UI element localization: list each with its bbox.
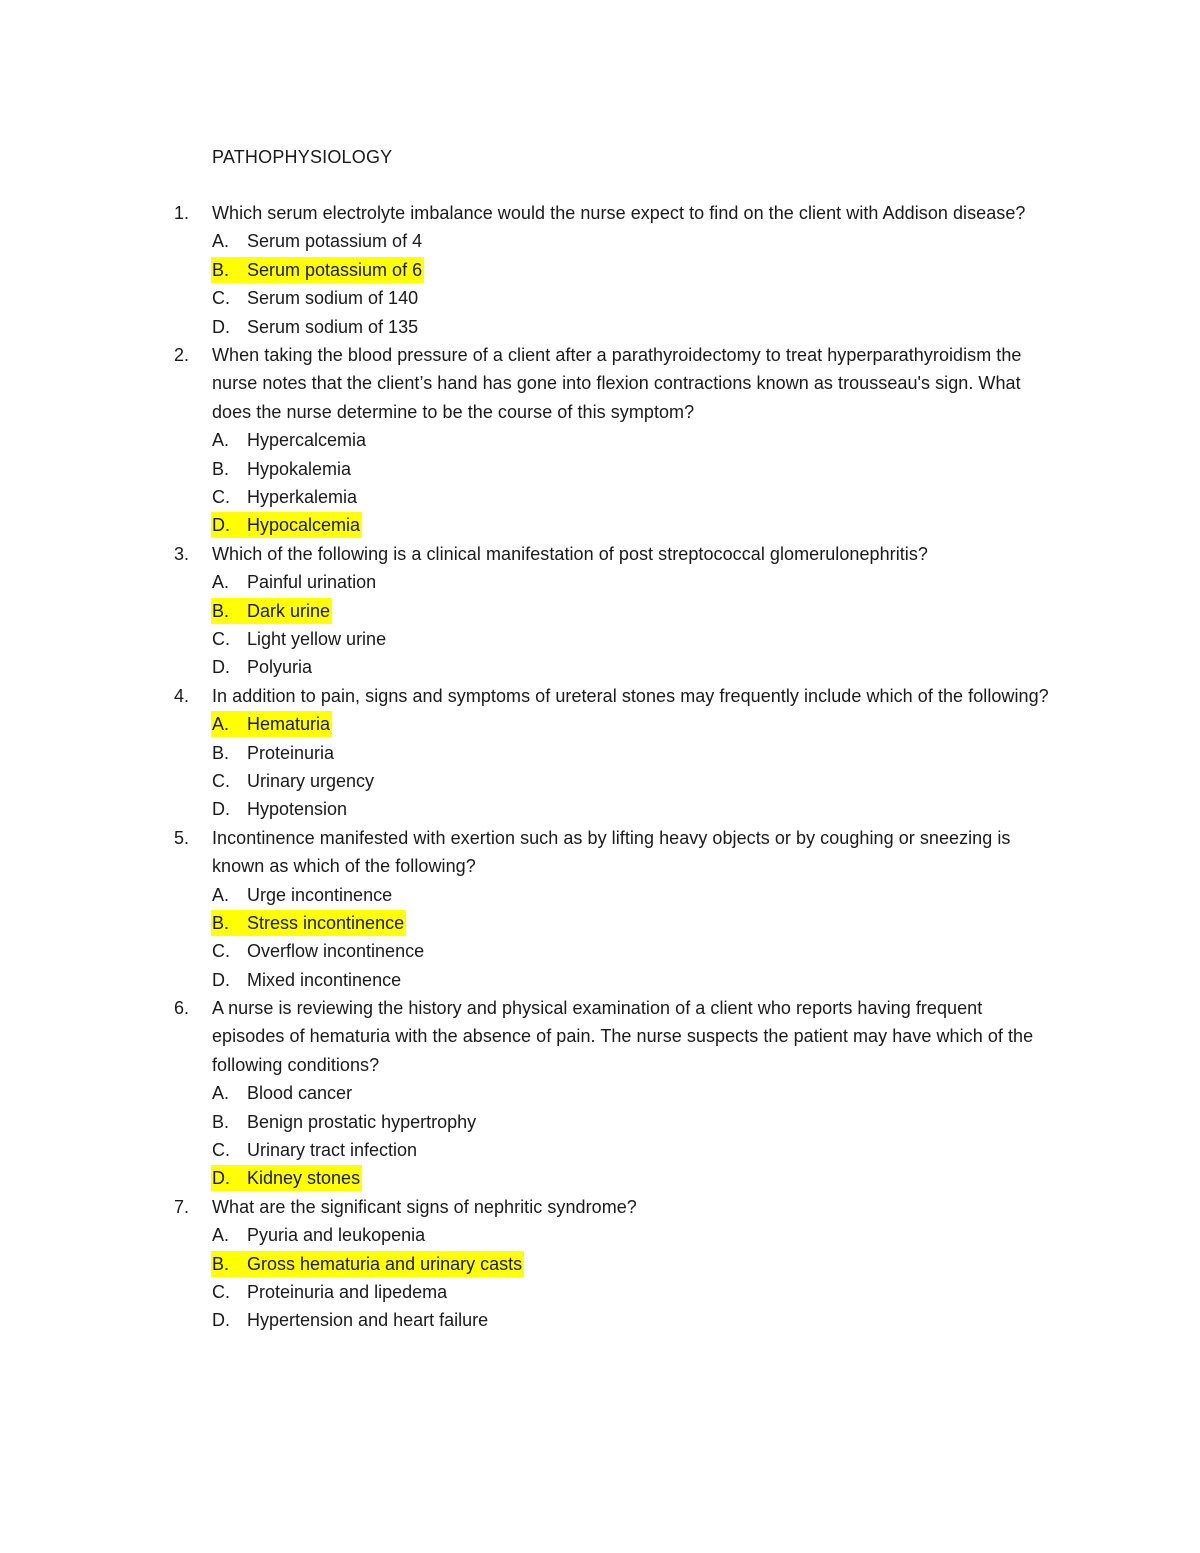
option-text: Gross hematuria and urinary casts [247,1253,523,1274]
option-letter: D. [212,316,230,337]
option-text: Kidney stones [247,1168,361,1189]
answer-option [0,1250,1200,1278]
option-letter: C. [212,770,230,791]
answer-option [0,1306,1200,1334]
question-item [0,199,1200,341]
question-number: 6. [174,998,190,1019]
answer-option [0,227,1200,255]
option-letter: B. [212,1253,230,1274]
option-text: Benign prostatic hypertrophy [247,1111,477,1132]
option-text: Painful urination [247,572,377,593]
answer-option [0,597,1200,625]
option-text: Serum sodium of 135 [247,316,419,337]
option-text: Urinary urgency [247,770,375,791]
option-letter: D. [212,1310,230,1331]
option-text: Hematuria [247,714,331,735]
answer-options [0,1221,1200,1335]
option-text: Proteinuria [247,742,335,763]
option-text: Urinary tract infection [247,1140,418,1161]
option-letter: C. [212,288,230,309]
option-letter: C. [212,628,230,649]
option-letter: D. [212,515,230,536]
answer-option [0,881,1200,909]
answer-option [0,767,1200,795]
option-letter: A. [212,1225,230,1246]
answer-option [0,511,1200,539]
answer-option [0,1079,1200,1107]
question-item [0,824,1200,994]
answer-options [0,881,1200,995]
option-letter: C. [212,1140,230,1161]
answer-option [0,426,1200,454]
question-text: Which serum electrolyte imbalance would the nurse expect to find on the client with Addison disease? [212,203,1026,223]
answer-option [0,710,1200,738]
option-letter: D. [212,969,230,990]
answer-options [0,568,1200,682]
option-letter: C. [212,486,230,507]
option-text: Mixed incontinence [247,969,402,990]
document-title: PATHOPHYSIOLOGY [212,147,393,167]
option-text: Dark urine [247,600,331,621]
question-text: What are the significant signs of nephritic syndrome? [212,1196,637,1217]
answer-option [0,568,1200,596]
answer-option [0,256,1200,284]
option-text: Urge incontinence [247,884,393,905]
answer-option [0,937,1200,965]
question-number: 5. [174,827,190,848]
option-text: Light yellow urine [247,628,387,649]
option-letter: D. [212,657,230,678]
answer-option [0,1278,1200,1306]
answer-option [0,1221,1200,1249]
option-text: Overflow incontinence [247,941,425,962]
answer-option [0,909,1200,937]
option-text: Proteinuria and lipedema [247,1282,448,1303]
option-letter: B. [212,600,230,621]
option-text: Hypercalcemia [247,430,367,451]
answer-option [0,1108,1200,1136]
question-item [0,994,1200,1193]
option-text: Hypokalemia [247,458,352,479]
option-text: Hypertension and heart failure [247,1310,489,1331]
question-item [0,341,1200,540]
answer-option [0,625,1200,653]
option-letter: B. [212,259,230,280]
option-letter: B. [212,912,230,933]
option-letter: A. [212,231,230,252]
option-letter: D. [212,799,230,820]
answer-option [0,313,1200,341]
option-text: Blood cancer [247,1083,353,1104]
option-text: Hyperkalemia [247,486,358,507]
option-letter: A. [212,430,230,451]
answer-option [0,1136,1200,1164]
question-list [0,199,1200,1335]
option-letter: C. [212,941,230,962]
question-text: A nurse is reviewing the history and physical examination of a client who reports having frequent episodes of hematuria with the absence of pain. The nurse suspects the patient may have which of the following conditions? [212,998,1034,1075]
answer-option [0,653,1200,681]
option-letter: B. [212,742,230,763]
option-text: Stress incontinence [247,912,405,933]
answer-option [0,284,1200,312]
question-item [0,1193,1200,1335]
answer-option [0,739,1200,767]
option-text: Serum potassium of 6 [247,259,423,280]
question-number: 7. [174,1196,190,1217]
question-number: 1. [174,203,190,223]
option-text: Pyuria and leukopenia [247,1225,426,1246]
option-letter: B. [212,458,230,479]
question-text: When taking the blood pressure of a client after a parathyroidectomy to treat hyperparathyroidism the nurse notes that the client’s hand has gone into flexion contractions known as trousseau's sign. What does the nurse determine to be the course of this symptom? [212,344,1022,422]
option-letter: A. [212,714,230,735]
answer-options [0,710,1200,824]
option-letter: A. [212,572,230,593]
option-text: Serum sodium of 140 [247,288,419,309]
answer-option [0,795,1200,823]
option-text: Serum potassium of 4 [247,231,423,252]
question-number: 4. [174,685,190,706]
question-number: 2. [174,344,190,365]
answer-option [0,483,1200,511]
option-letter: A. [212,884,230,905]
question-number: 3. [174,543,190,564]
question-text: Which of the following is a clinical manifestation of post streptococcal glomerulonephritis? [212,543,928,564]
answer-option [0,966,1200,994]
option-letter: D. [212,1168,230,1189]
answer-options [0,1079,1200,1193]
option-letter: C. [212,1282,230,1303]
option-text: Polyuria [247,657,313,678]
question-item [0,540,1200,682]
question-text: In addition to pain, signs and symptoms of ureteral stones may frequently include which of the following? [212,685,1049,706]
option-letter: A. [212,1083,230,1104]
option-text: Hypotension [247,799,348,820]
option-letter: B. [212,1111,230,1132]
option-text: Hypocalcemia [247,515,361,536]
question-item [0,682,1200,824]
answer-options [0,227,1200,341]
answer-option [0,455,1200,483]
answer-options [0,426,1200,540]
question-text: Incontinence manifested with exertion such as by lifting heavy objects or by coughing or sneezing is known as which of the following? [212,827,1011,877]
answer-option [0,1164,1200,1192]
